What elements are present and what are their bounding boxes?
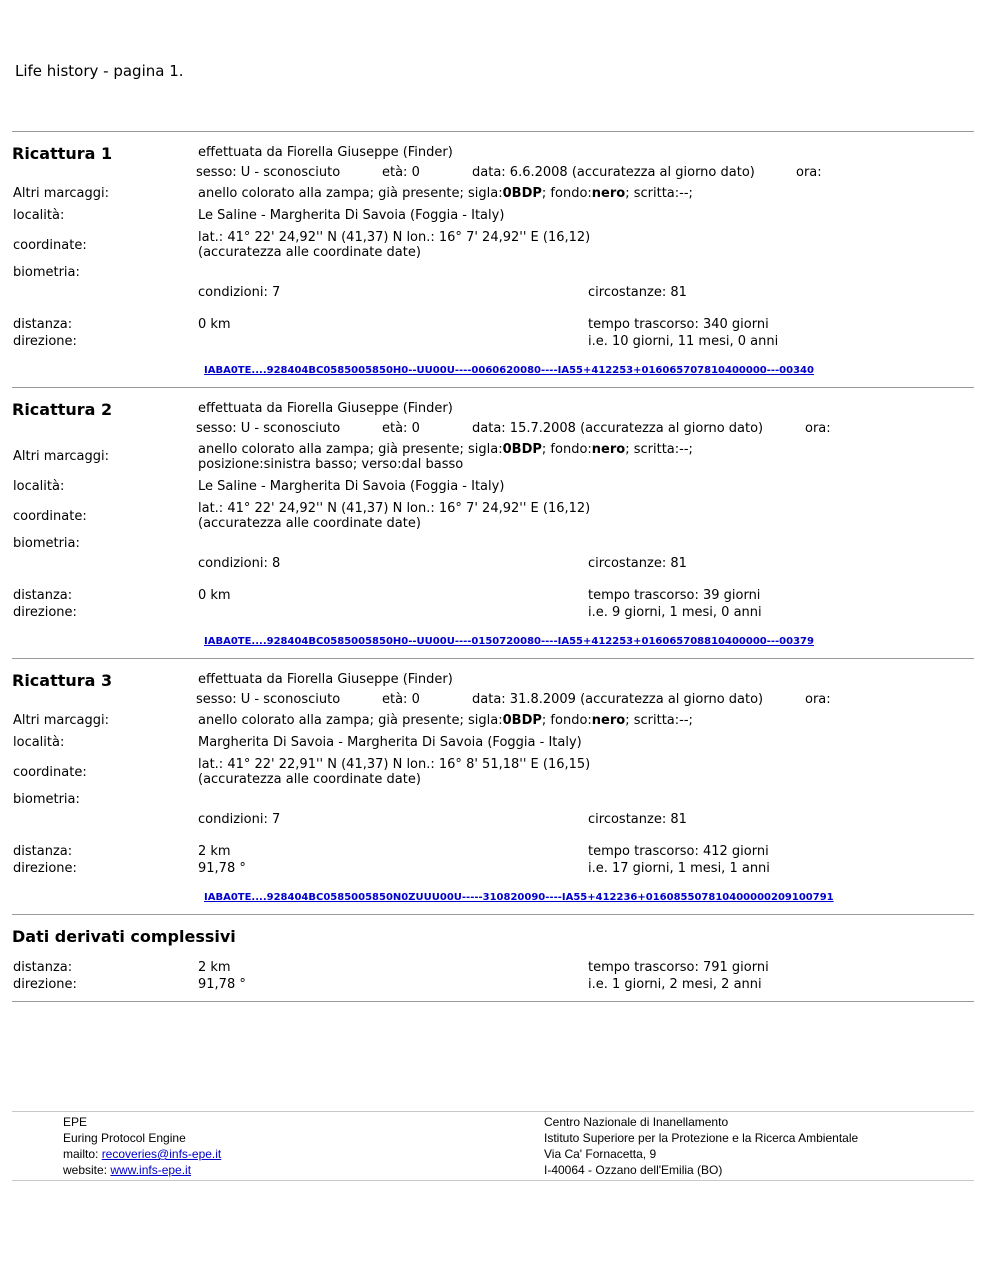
circumstances-value: circostanze: 81 [588, 812, 687, 827]
other-marks-label: Altri marcaggi: [13, 449, 109, 464]
finder-text: effettuata da Fiorella Giuseppe (Finder) [198, 145, 453, 160]
sex-text: sesso: U - sconosciuto [196, 692, 341, 707]
locality-value: Le Saline - Margherita Di Savoia (Foggia - Italy) [198, 479, 505, 494]
finder-text: effettuata da Fiorella Giuseppe (Finder) [198, 672, 453, 687]
coordinates-label: coordinate: [13, 238, 87, 253]
distance-label: distanza: [13, 960, 73, 975]
coordinates-value: lat.: 41° 22' 24,92'' N (41,37) N lon.: 16° 7' 24,92'' E (16,12) [198, 501, 591, 516]
elapsed-time: tempo trascorso: 791 giorni [588, 960, 769, 975]
other-marks-position: posizione:sinistra basso; verso:dal basso [198, 457, 464, 472]
elapsed-breakdown: i.e. 17 giorni, 1 mesi, 1 anni [588, 861, 770, 876]
footer-epe: EPE [63, 1115, 88, 1129]
other-marks-value: anello colorato alla zampa; già presente; sigla:0BDP; fondo:nero; scritta:--; [198, 442, 693, 457]
time-text: ora: [805, 692, 831, 707]
sex-text: sesso: U - sconosciuto [196, 421, 341, 436]
divider [12, 131, 974, 132]
footer-divider [12, 1180, 974, 1181]
euring-code-link[interactable]: IABA0TE....928404BC0585005850N0ZUUU00U-----310820090----IA55+412236+016085507810400000209100791 [204, 892, 834, 903]
other-marks-value: anello colorato alla zampa; già presente; sigla:0BDP; fondo:nero; scritta:--; [198, 186, 693, 201]
date-text: data: 31.8.2009 (accuratezza al giorno dato) [472, 692, 764, 707]
finder-text: effettuata da Fiorella Giuseppe (Finder) [198, 401, 453, 416]
section-title: Ricattura 2 [12, 400, 113, 419]
divider [12, 658, 974, 659]
coordinates-accuracy: (accuratezza alle coordinate date) [198, 516, 421, 531]
distance-value: 0 km [198, 317, 231, 332]
coordinates-value: lat.: 41° 22' 22,91'' N (41,37) N lon.: 16° 8' 51,18'' E (16,15) [198, 757, 591, 772]
elapsed-time: tempo trascorso: 412 giorni [588, 844, 769, 859]
footer-address: Via Ca' Fornacetta, 9 [544, 1147, 657, 1161]
age-text: età: 0 [382, 421, 420, 436]
other-marks-value: anello colorato alla zampa; già presente; sigla:0BDP; fondo:nero; scritta:--; [198, 713, 693, 728]
divider [12, 1001, 974, 1002]
conditions-value: condizioni: 8 [198, 556, 281, 571]
coordinates-value: lat.: 41° 22' 24,92'' N (41,37) N lon.: 16° 7' 24,92'' E (16,12) [198, 230, 591, 245]
distance-value: 2 km [198, 960, 231, 975]
page-title: Life history - pagina 1. [15, 62, 184, 80]
footer-city: I-40064 - Ozzano dell'Emilia (BO) [544, 1163, 723, 1177]
direction-value: 91,78 ° [198, 861, 246, 876]
email-link[interactable]: recoveries@infs-epe.it [101, 1147, 222, 1161]
circumstances-value: circostanze: 81 [588, 556, 687, 571]
distance-label: distanza: [13, 317, 73, 332]
direction-label: direzione: [13, 977, 77, 992]
time-text: ora: [805, 421, 831, 436]
euring-code-link[interactable]: IABA0TE....928404BC0585005850H0--UU00U----0060620080----IA55+412253+016065707810400000---00340 [204, 365, 814, 376]
distance-label: distanza: [13, 844, 73, 859]
divider [12, 914, 974, 915]
locality-value: Margherita Di Savoia - Margherita Di Savoia (Foggia - Italy) [198, 735, 582, 750]
conditions-value: condizioni: 7 [198, 812, 281, 827]
biometry-label: biometria: [13, 792, 80, 807]
footer-mailto: mailto: recoveries@infs-epe.it [63, 1147, 222, 1161]
section-title: Ricattura 1 [12, 144, 113, 163]
footer-institute: Istituto Superiore per la Protezione e la Ricerca Ambientale [544, 1131, 859, 1145]
other-marks-label: Altri marcaggi: [13, 186, 109, 201]
direction-label: direzione: [13, 605, 77, 620]
euring-code-link[interactable]: IABA0TE....928404BC0585005850H0--UU00U----0150720080----IA55+412253+016065708810400000---00379 [204, 636, 814, 647]
footer-website: website: www.infs-epe.it [63, 1163, 192, 1177]
distance-label: distanza: [13, 588, 73, 603]
elapsed-time: tempo trascorso: 39 giorni [588, 588, 761, 603]
coordinates-label: coordinate: [13, 509, 87, 524]
footer-divider [12, 1111, 974, 1112]
elapsed-time: tempo trascorso: 340 giorni [588, 317, 769, 332]
date-text: data: 15.7.2008 (accuratezza al giorno dato) [472, 421, 764, 436]
locality-value: Le Saline - Margherita Di Savoia (Foggia - Italy) [198, 208, 505, 223]
section-title: Ricattura 3 [12, 671, 113, 690]
footer-right [544, 1114, 858, 1178]
coordinates-accuracy: (accuratezza alle coordinate date) [198, 245, 421, 260]
locality-label: località: [13, 208, 65, 223]
elapsed-breakdown: i.e. 1 giorni, 2 mesi, 2 anni [588, 977, 762, 992]
footer-center-name: Centro Nazionale di Inanellamento [544, 1115, 729, 1129]
summary-title: Dati derivati complessivi [12, 927, 236, 946]
distance-value: 2 km [198, 844, 231, 859]
coordinates-label: coordinate: [13, 765, 87, 780]
locality-label: località: [13, 735, 65, 750]
date-text: data: 6.6.2008 (accuratezza al giorno dato) [472, 165, 755, 180]
age-text: età: 0 [382, 692, 420, 707]
footer-left [63, 1114, 221, 1178]
biometry-label: biometria: [13, 265, 80, 280]
conditions-value: condizioni: 7 [198, 285, 281, 300]
direction-label: direzione: [13, 861, 77, 876]
coordinates-accuracy: (accuratezza alle coordinate date) [198, 772, 421, 787]
website-link[interactable]: www.infs-epe.it [110, 1163, 192, 1177]
direction-label: direzione: [13, 334, 77, 349]
sex-text: sesso: U - sconosciuto [196, 165, 341, 180]
circumstances-value: circostanze: 81 [588, 285, 687, 300]
elapsed-breakdown: i.e. 9 giorni, 1 mesi, 0 anni [588, 605, 762, 620]
age-text: età: 0 [382, 165, 420, 180]
locality-label: località: [13, 479, 65, 494]
footer-engine-name: Euring Protocol Engine [63, 1131, 186, 1145]
divider [12, 387, 974, 388]
time-text: ora: [796, 165, 822, 180]
elapsed-breakdown: i.e. 10 giorni, 11 mesi, 0 anni [588, 334, 779, 349]
distance-value: 0 km [198, 588, 231, 603]
biometry-label: biometria: [13, 536, 80, 551]
direction-value: 91,78 ° [198, 977, 246, 992]
other-marks-label: Altri marcaggi: [13, 713, 109, 728]
